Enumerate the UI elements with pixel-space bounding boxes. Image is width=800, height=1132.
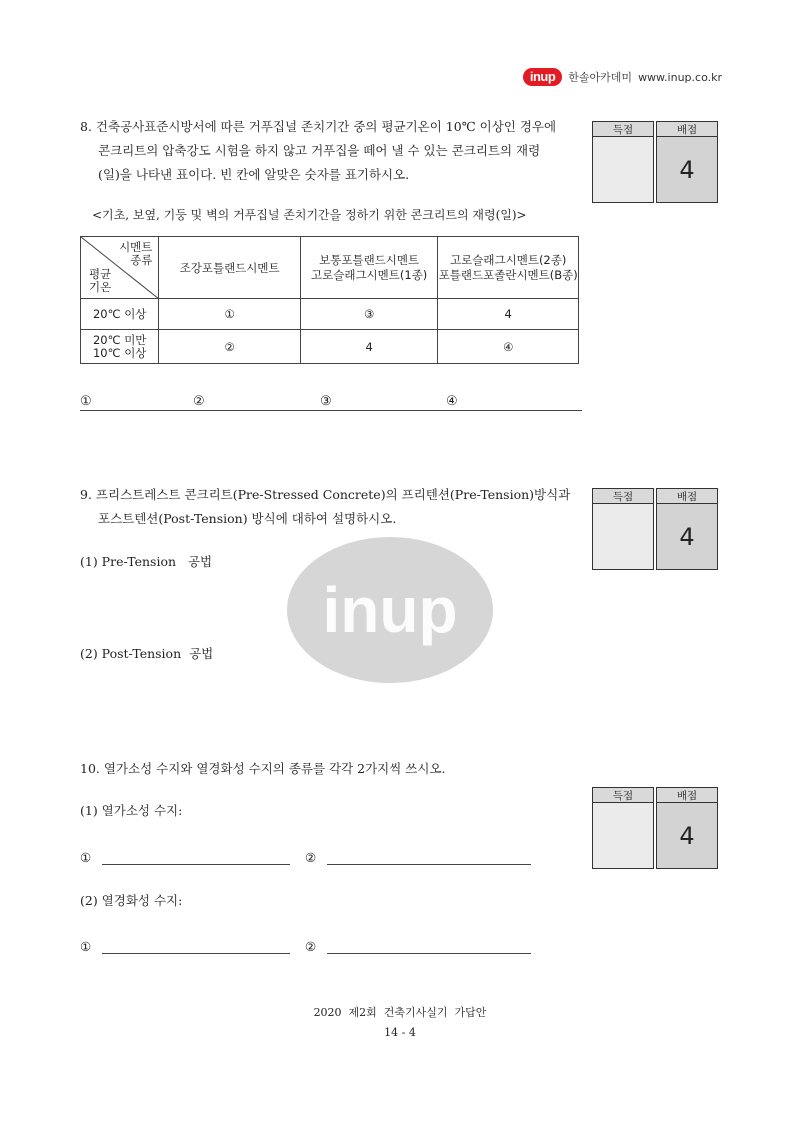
q8-answer-line[interactable]	[80, 394, 582, 411]
row2-label-line2: 10℃ 이상	[92, 345, 147, 360]
cell-r1-c1: ①	[159, 299, 300, 330]
q8-table-caption: <기초, 보옆, 기둥 및 벽의 거푸집널 존치기간을 정하기 위한 콘크리트의 재령(일)>	[92, 208, 527, 222]
footer	[0, 1003, 800, 1043]
cell-r2-c3: ④	[438, 330, 579, 364]
points-value: 4	[656, 137, 718, 203]
points-value: 4	[656, 803, 718, 869]
score-input-area[interactable]	[592, 803, 654, 869]
svg-text:inup: inup	[322, 574, 458, 646]
inup-logo: inup	[523, 68, 562, 86]
q9-number: 9.	[80, 487, 92, 502]
answer-mark-1: ①	[80, 394, 92, 409]
q9-score-box	[592, 488, 718, 570]
q9-sub2: (2) Post-Tension 공법	[80, 646, 214, 661]
academy-name: 한솔아카데미	[568, 71, 633, 84]
corner-label-temp: 기온	[89, 280, 112, 294]
score-input-area[interactable]	[592, 137, 654, 203]
points-value: 4	[656, 504, 718, 570]
points-label: 배점	[656, 488, 718, 504]
q10-answer-line-2a[interactable]	[327, 846, 531, 865]
row-label-20-above: 20℃ 이상	[81, 299, 159, 330]
col2-line2: 고로슬래그시멘트(1종)	[311, 267, 428, 282]
website-text: www.inup.co.kr	[638, 70, 722, 84]
cell-r2-c2: 4	[300, 330, 438, 364]
question-9	[80, 483, 585, 531]
q10-number: 10.	[80, 761, 100, 776]
q9-sub1: (1) Pre-Tension 공법	[80, 554, 213, 569]
score-label: 득점	[592, 488, 654, 504]
q10-mark-2b: ②	[305, 939, 317, 954]
q10-sub1: (1) 열가소성 수지:	[80, 803, 183, 818]
footer-title: 2020 제2회 건축기사실기 가답안	[313, 1006, 487, 1019]
table-corner-cell	[81, 237, 159, 299]
answer-mark-4: ④	[446, 394, 458, 409]
header-brand	[523, 68, 722, 86]
q8-text-line2: 콘크리트의 압축강도 시험을 하지 않고 거푸집을 떼어 낼 수 있는 콘크리트의 재령	[98, 143, 541, 158]
col-header-early-strength: 조강포틀랜드시멘트	[159, 237, 300, 299]
page-number: 14 - 4	[384, 1026, 416, 1039]
corner-label-avg: 평균	[89, 267, 112, 281]
score-label: 득점	[592, 787, 654, 803]
cell-r1-c2: ③	[300, 299, 438, 330]
question-8	[80, 115, 580, 187]
q10-answer-line-1b[interactable]	[102, 935, 290, 954]
col-header-ordinary	[300, 237, 438, 299]
q8-score-box	[592, 121, 718, 203]
col-header-slag-2	[438, 237, 579, 299]
points-label: 배점	[656, 787, 718, 803]
q8-text-line1: 건축공사표준시방서에 따른 거푸집널 존치기간 중의 평균기온이 10℃ 이상인 경우에	[95, 119, 557, 134]
score-label: 득점	[592, 121, 654, 137]
q10-answer-line-2b[interactable]	[327, 935, 531, 954]
q10-answer-line-1a[interactable]	[102, 846, 290, 865]
col3-line2: 포틀랜드포졸란시멘트(B종)	[438, 267, 578, 282]
question-10	[80, 757, 446, 781]
answer-mark-3: ③	[320, 394, 332, 409]
q8-text-line3: (일)을 나타낸 표이다. 빈 칸에 알맞은 숫자를 표기하시오.	[98, 167, 410, 182]
col3-line1: 고로슬래그시멘트(2종)	[450, 252, 567, 267]
cell-r2-c1: ②	[159, 330, 300, 364]
q10-sub2: (2) 열경화성 수지:	[80, 893, 183, 908]
score-input-area[interactable]	[592, 504, 654, 570]
corner-label-type: 종류	[130, 253, 153, 267]
cell-r1-c3: 4	[438, 299, 579, 330]
row-label-10-20	[81, 330, 159, 364]
answer-mark-2: ②	[193, 394, 205, 409]
q10-text-line1: 열가소성 수지와 열경화성 수지의 종류를 각각 2가지씩 쓰시오.	[103, 761, 446, 776]
col2-line1: 보통포틀랜드시멘트	[319, 252, 420, 267]
q10-mark-2a: ②	[305, 850, 317, 865]
row2-label-line1: 20℃ 미만	[92, 332, 147, 347]
q9-text-line1: 프리스트레스트 콘크리트(Pre-Stressed Concrete)의 프리텐션(Pre-Tension)방식과	[95, 487, 571, 502]
q8-curing-table	[80, 236, 579, 364]
q8-number: 8.	[80, 119, 92, 134]
q9-text-line2: 포스트텐션(Post-Tension) 방식에 대하여 설명하시오.	[98, 511, 397, 526]
corner-label-cement: 시멘트	[119, 240, 153, 254]
q10-mark-1b: ①	[80, 939, 92, 954]
points-label: 배점	[656, 121, 718, 137]
q10-score-box	[592, 787, 718, 869]
inup-watermark-logo	[285, 535, 495, 685]
q10-mark-1a: ①	[80, 850, 92, 865]
